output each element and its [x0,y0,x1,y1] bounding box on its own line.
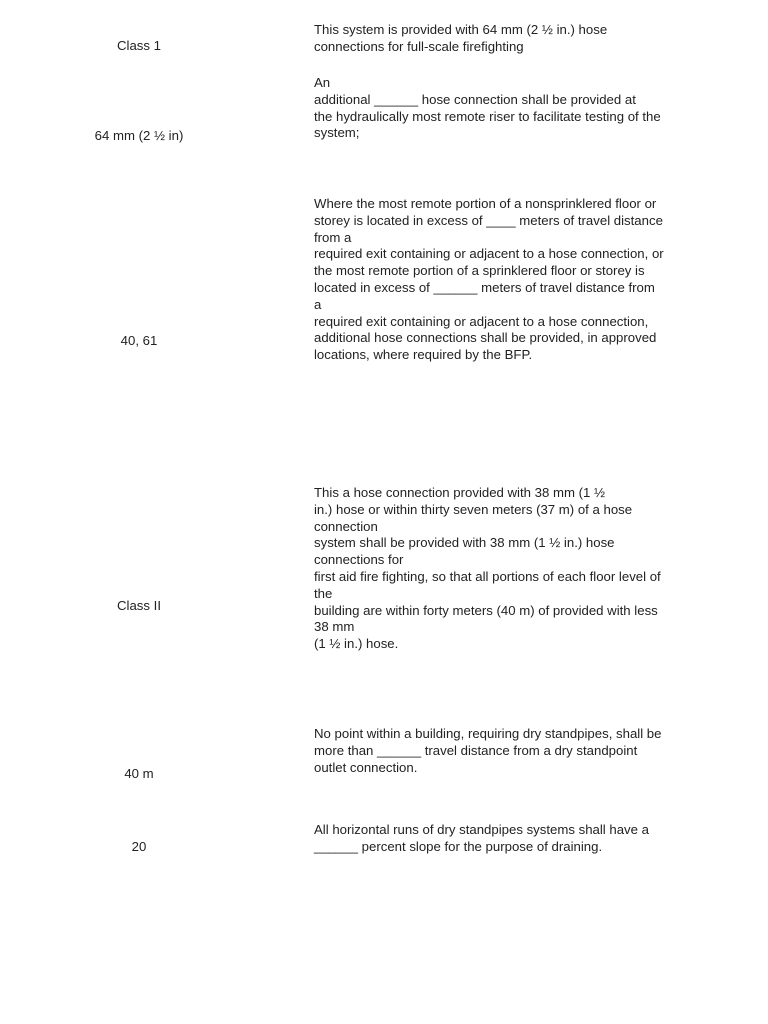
definition-line: the most remote portion of a sprinklered floor or storey is [314,263,645,279]
definition-line: connections for full-scale firefighting [314,38,524,54]
definition-line: additional ______ hose connection shall be provided at [314,91,636,107]
definition-line: required exit containing or adjacent to a hose connection, or [314,246,664,262]
definition-line: first aid fire fighting, so that all portions of each floor level of [314,568,661,584]
definition-line: additional hose connections shall be provided, in approved [314,330,657,346]
definition-line: Where the most remote portion of a nonsprinklered floor or [314,196,657,211]
term-40m: 40 m [124,766,154,781]
definition-line: storey is located in excess of ____ meters of travel distance [314,212,663,228]
definition-40-61 [314,196,714,364]
term-40-61: 40, 61 [120,333,158,348]
definition-line: This system is provided with 64 mm (2 ½ in.) hose [314,22,608,37]
definition-line: required exit containing or adjacent to a hose connection, [314,313,649,329]
term-class-1: Class 1 [117,38,161,53]
definition-line: connections for [314,552,404,568]
definition-20 [314,822,714,856]
definition-line: building are within forty meters (40 m) of provided with less [314,602,658,618]
term-64mm: 64 mm (2 ½ in) [94,128,184,143]
definition-line: An [314,75,331,90]
definition-line: in.) hose or within thirty seven meters (37 m) of a hose [314,501,633,517]
definition-line: located in excess of ______ meters of travel distance from [314,279,655,295]
definition-line: No point within a building, requiring dry standpipes, shall be [314,726,662,741]
definition-line: more than ______ travel distance from a dry standpoint [314,742,638,758]
definition-line: (1 ½ in.) hose. [314,636,399,652]
definition-line: a [314,296,322,312]
definition-class-1 [314,22,714,56]
definition-class-ii [314,485,714,653]
definition-40m [314,726,714,776]
term-class-ii: Class II [117,598,161,613]
definition-line: system; [314,125,360,141]
definition-64mm [314,75,714,142]
definition-line: system shall be provided with 38 mm (1 ½ in.) hose [314,535,615,551]
definition-line: All horizontal runs of dry standpipes systems shall have a [314,822,649,837]
definition-line: ______ percent slope for the purpose of draining. [314,838,603,854]
definition-line: locations, where required by the BFP. [314,347,533,363]
definition-line: outlet connection. [314,759,418,775]
term-20: 20 [131,839,147,854]
definition-line: the hydraulically most remote riser to facilitate testing of the [314,108,661,124]
definition-line: the [314,585,333,601]
definition-line: 38 mm [314,619,355,635]
definition-line: connection [314,518,378,534]
definition-line: This a hose connection provided with 38 mm (1 ½ [314,485,606,500]
definition-line: from a [314,229,352,245]
